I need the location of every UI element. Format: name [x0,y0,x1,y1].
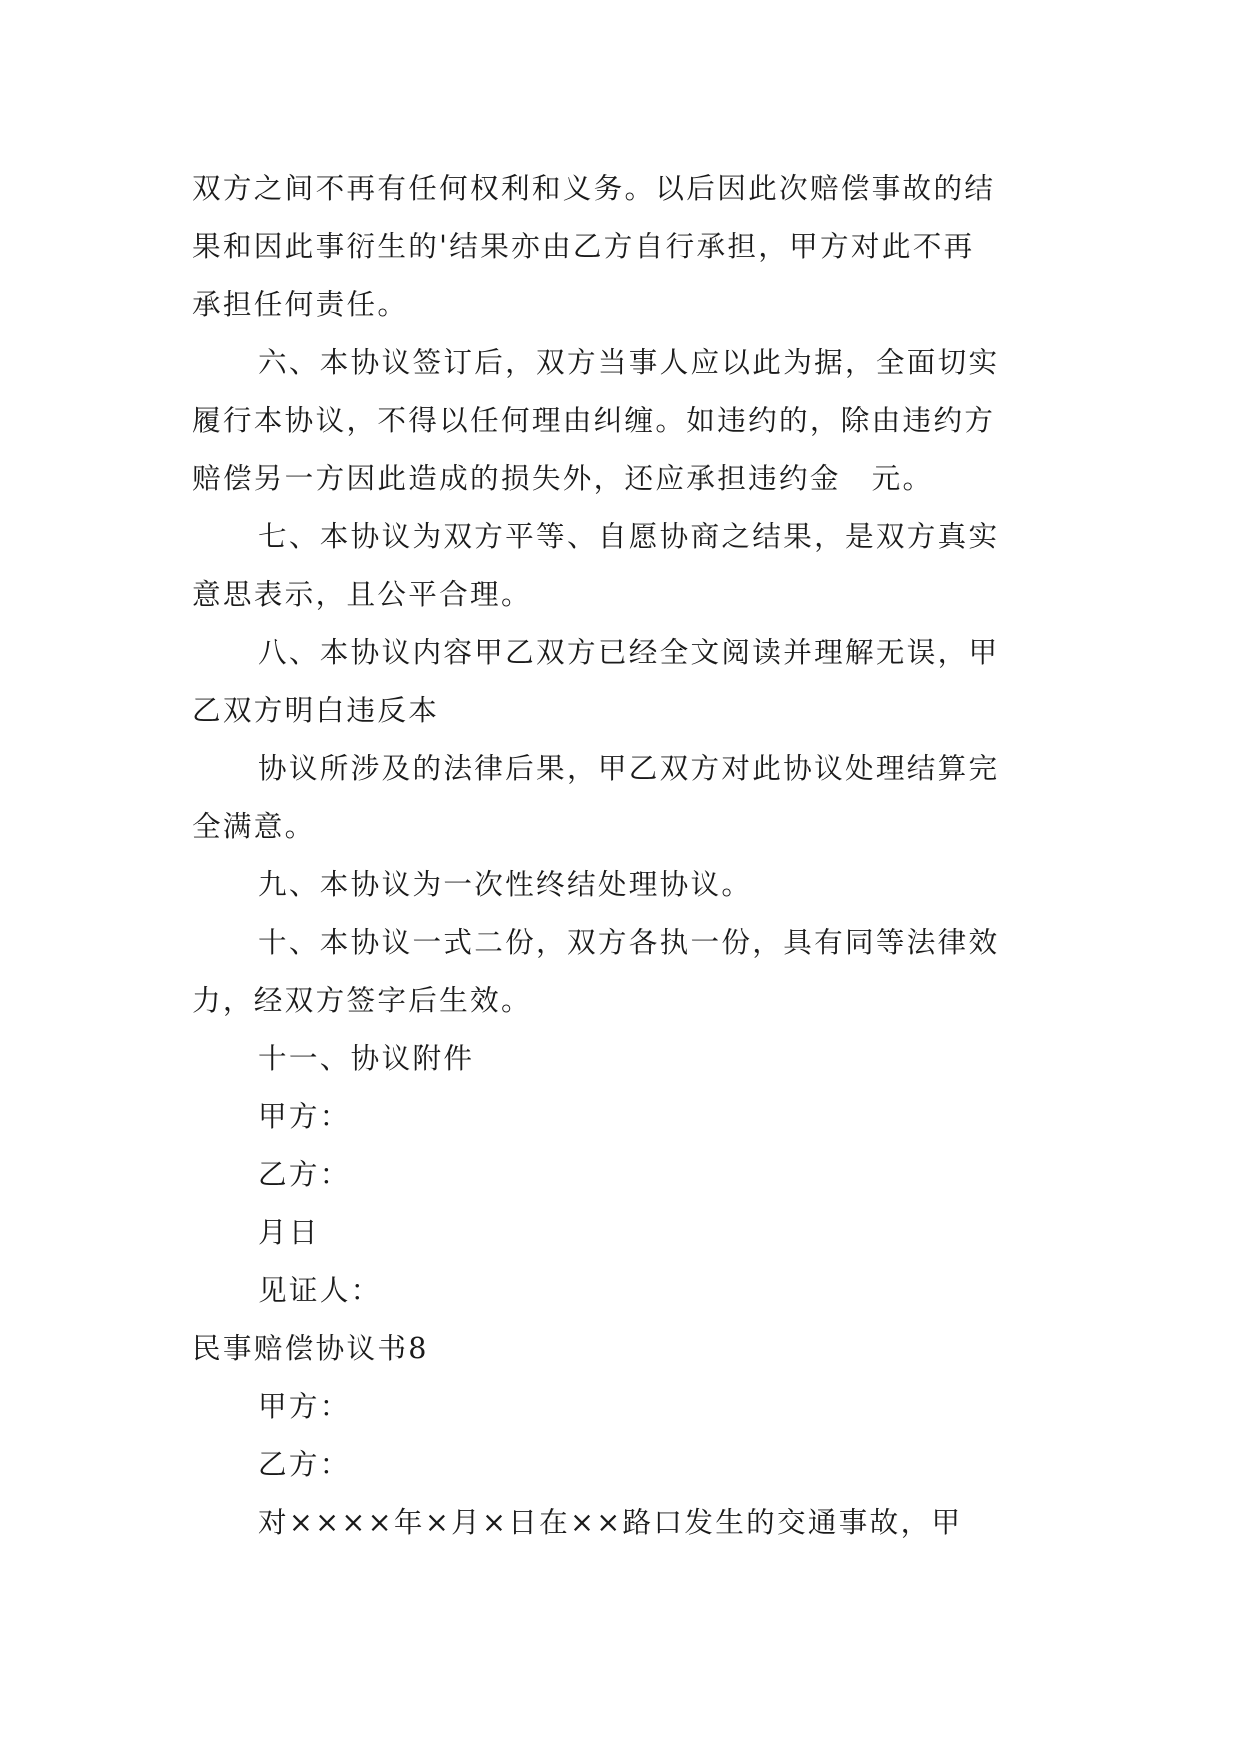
text-line: 全满意。 [192,809,316,843]
text-line: 赔偿另一方因此造成的损失外，还应承担违约金 元。 [192,461,934,495]
party-b-label: 乙方： [258,1157,351,1191]
text-line: 对××××年×月×日在××路口发生的交通事故，甲 [258,1505,963,1539]
date-label: 月日 [258,1215,320,1249]
text-line: 果和因此事衍生的'结果亦由乙方自行承担，甲方对此不再 [192,229,975,263]
paragraph-nine-heading: 九、本协议为一次性终结处理协议。 [258,867,753,901]
text-line: 意思表示，且公平合理。 [192,577,532,611]
text-line: 协议所涉及的法律后果，甲乙双方对此协议处理结算完 [258,751,1000,785]
witness-label: 见证人： [258,1273,382,1307]
paragraph-eleven-heading: 十一、协议附件 [258,1041,475,1075]
section-title: 民事赔偿协议书8 [192,1331,429,1365]
text-line: 双方之间不再有任何权利和义务。以后因此次赔偿事故的结 [192,171,996,205]
text-line: 乙双方明白违反本 [192,693,440,727]
text-line: 力，经双方签字后生效。 [192,983,532,1017]
party-a-label: 甲方： [258,1099,351,1133]
paragraph-ten-heading: 十、本协议一式二份，双方各执一份，具有同等法律效 [258,925,1000,959]
paragraph-seven-heading: 七、本协议为双方平等、自愿协商之结果，是双方真实 [258,519,1000,553]
text-line: 承担任何责任。 [192,287,409,321]
party-a-label: 甲方： [258,1389,351,1423]
paragraph-eight-heading: 八、本协议内容甲乙双方已经全文阅读并理解无误，甲 [258,635,1000,669]
party-b-label: 乙方： [258,1447,351,1481]
paragraph-six-heading: 六、本协议签订后，双方当事人应以此为据，全面切实 [258,345,1000,379]
text-line: 履行本协议，不得以任何理由纠缠。如违约的，除由违约方 [192,403,996,437]
